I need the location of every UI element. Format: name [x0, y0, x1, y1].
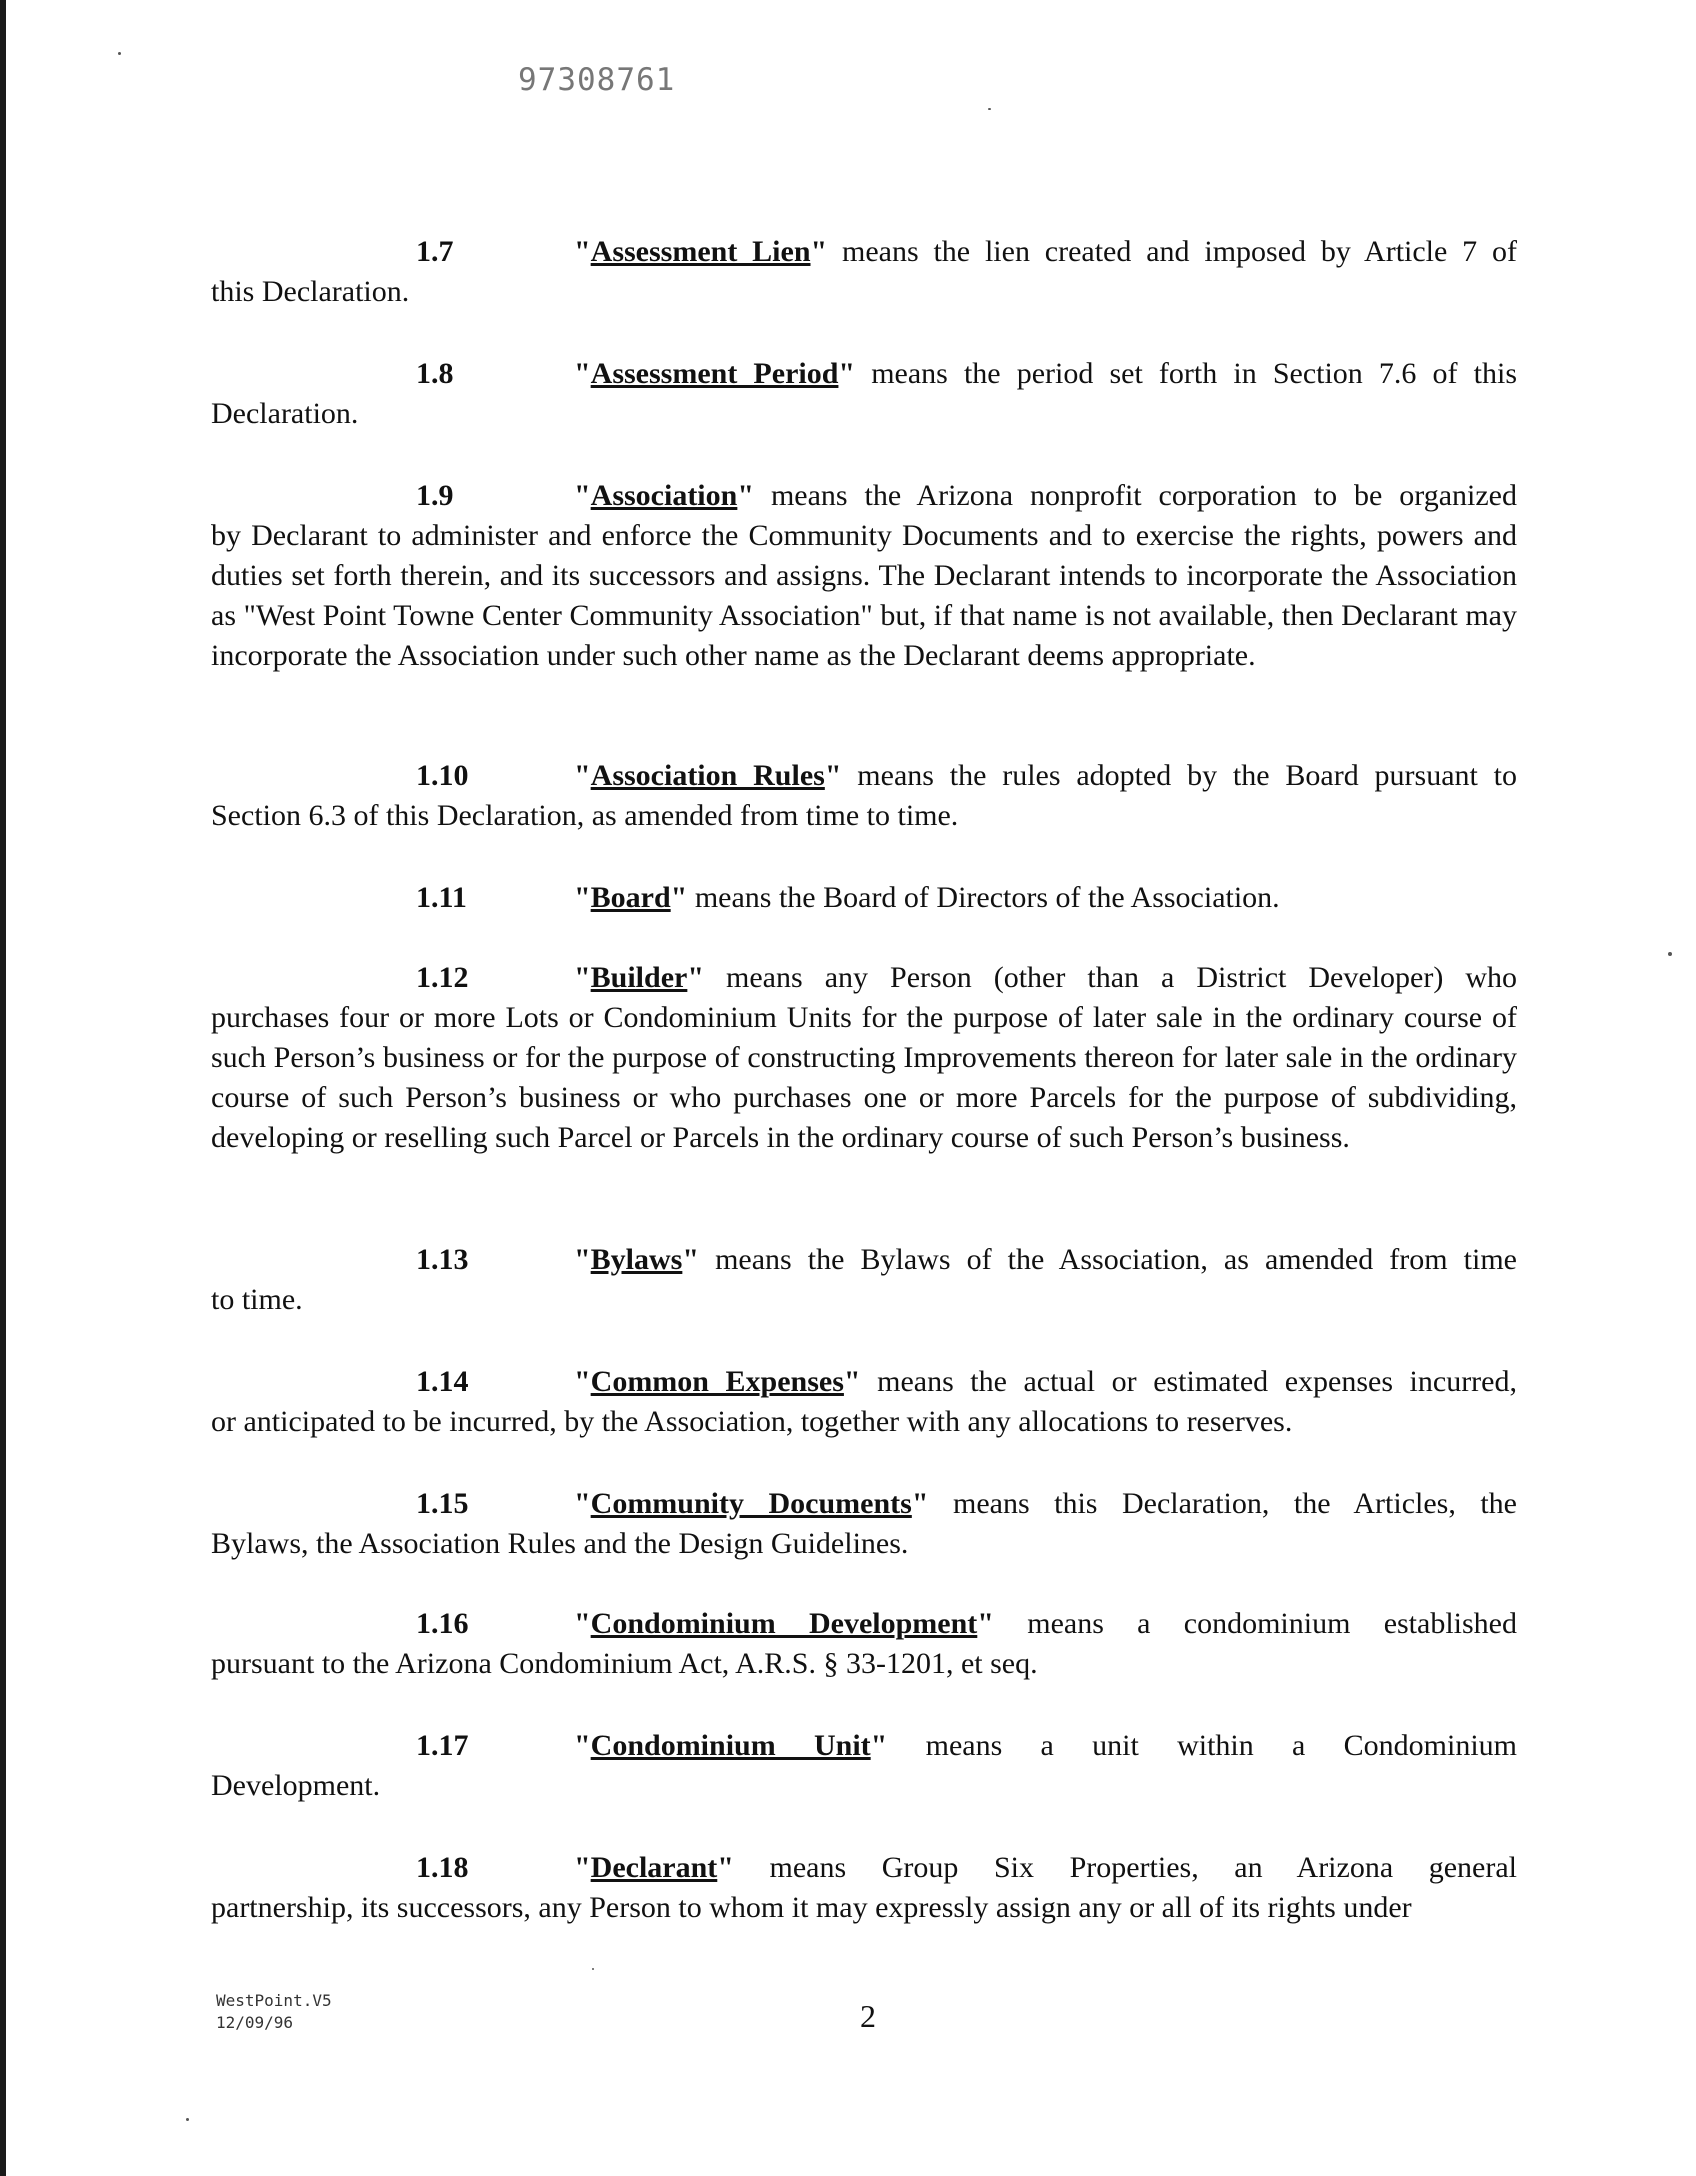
definition-text-continued: partnership, its successors, any Person to whom it may expressly assign any or all of its rights under — [211, 1891, 1412, 1924]
definition-text-continued: pursuant to the Arizona Condominium Act, A.R.S. § 33-1201, et seq. — [211, 1647, 1038, 1680]
definition-first-line — [211, 1362, 1517, 1402]
quote-mark: " — [687, 961, 727, 994]
definition-first-line — [211, 1604, 1517, 1644]
section-number: 1.12 — [416, 961, 469, 994]
quote-mark: " — [574, 1243, 591, 1276]
scan-speck — [592, 1968, 594, 1970]
definition-text-start: means the period set forth in Section 7.6 of this — [871, 357, 1518, 390]
scan-speck — [118, 52, 121, 55]
definition-text-start: means Group Six Properties, an Arizona general — [769, 1851, 1517, 1884]
definition-text-continued: Bylaws, the Association Rules and the Design Guidelines. — [211, 1527, 909, 1560]
footer-file-info — [216, 1990, 332, 2034]
definition-item — [211, 958, 1517, 1158]
quote-mark: " — [574, 235, 591, 268]
definition-item — [211, 232, 1517, 312]
quote-mark: " — [574, 759, 591, 792]
definition-item — [211, 878, 1517, 918]
defined-term: Common Expenses — [590, 1365, 844, 1398]
definition-text-start: means the actual or estimated expenses incurred, — [877, 1365, 1517, 1398]
defined-term: Association — [590, 479, 738, 512]
definition-first-line — [211, 354, 1517, 394]
quote-mark: " — [670, 881, 695, 914]
quote-mark: " — [838, 357, 872, 390]
definition-text-start: means the lien created and imposed by Article 7 of — [842, 235, 1517, 268]
quote-mark: " — [574, 961, 591, 994]
quote-mark: " — [574, 479, 591, 512]
section-number: 1.11 — [416, 881, 467, 914]
defined-term: Association Rules — [590, 759, 825, 792]
definition-first-line — [211, 1484, 1517, 1524]
defined-term: Condominium Development — [590, 1607, 978, 1640]
definition-item — [211, 1240, 1517, 1320]
defined-term: Builder — [590, 961, 688, 994]
scan-edge — [0, 0, 6, 2176]
definition-text-continued: or anticipated to be incurred, by the Association, together with any allocations to reserves. — [211, 1405, 1293, 1438]
defined-term: Condominium Unit — [590, 1729, 871, 1762]
definition-item — [211, 1726, 1517, 1806]
section-number: 1.16 — [416, 1607, 469, 1640]
definition-first-line — [211, 1726, 1517, 1766]
definition-text-start: means the Board of Directors of the Association. — [694, 881, 1280, 914]
definition-item — [211, 1362, 1517, 1442]
definition-item — [211, 476, 1517, 676]
definition-item — [211, 354, 1517, 434]
quote-mark: " — [737, 479, 771, 512]
definition-text-start: means a condominium established — [1027, 1607, 1517, 1640]
quote-mark: " — [682, 1243, 716, 1276]
quote-mark: " — [574, 1851, 591, 1884]
quote-mark: " — [574, 1365, 591, 1398]
scan-speck — [1668, 952, 1672, 956]
quote-mark: " — [810, 235, 842, 268]
definition-text-continued: by Declarant to administer and enforce the Community Documents and to exercise the rights, powers and duties set forth therein, and its successors and assigns. The Declarant intends to incorporate the Association as "West Point Towne Center Community Association" but, if that name is not available, then Declarant may incorporate the Association under such other name as the Declarant deems appropriate. — [211, 519, 1517, 672]
scan-speck — [186, 2118, 189, 2121]
definition-text-continued: Development. — [211, 1769, 381, 1802]
definition-text-continued: purchases four or more Lots or Condominium Units for the purpose of later sale in the ordinary course of such Person’s business or for the purpose of constructing Improvements thereon for later sale in the ordinary course of such Person’s business or who purchases one or more Parcels for the purpose of subdividing, developing or reselling such Parcel or Parcels in the ordinary course of such Person’s business. — [211, 1001, 1517, 1154]
document-number-stamp: 97308761 — [518, 62, 676, 98]
definition-text-start: means the Arizona nonprofit corporation to be organized — [770, 479, 1517, 512]
quote-mark: " — [843, 1365, 878, 1398]
defined-term: Declarant — [590, 1851, 718, 1884]
definition-text-start: means this Declaration, the Articles, the — [952, 1487, 1517, 1520]
definition-first-line — [211, 1848, 1517, 1888]
definition-text-start: means the rules adopted by the Board pursuant to — [857, 759, 1517, 792]
defined-term: Board — [590, 881, 671, 914]
footer-filename: WestPoint.V5 — [216, 1991, 332, 2010]
section-number: 1.13 — [416, 1243, 469, 1276]
definition-first-line — [211, 756, 1517, 796]
section-number: 1.18 — [416, 1851, 469, 1884]
definition-first-line — [211, 958, 1517, 998]
scan-speck — [988, 108, 991, 110]
section-number: 1.9 — [416, 479, 454, 512]
defined-term: Community Documents — [590, 1487, 912, 1520]
definition-item — [211, 1848, 1517, 1928]
page-number: 2 — [860, 1998, 876, 2034]
quote-mark: " — [977, 1607, 1028, 1640]
quote-mark: " — [911, 1487, 953, 1520]
section-number: 1.7 — [416, 235, 454, 268]
quote-mark: " — [574, 1607, 591, 1640]
definition-text-continued: Declaration. — [211, 397, 359, 430]
section-number: 1.10 — [416, 759, 469, 792]
quote-mark: " — [574, 881, 591, 914]
section-number: 1.15 — [416, 1487, 469, 1520]
definition-first-line — [211, 878, 1517, 918]
definition-first-line — [211, 476, 1517, 516]
definition-first-line — [211, 1240, 1517, 1280]
section-number: 1.8 — [416, 357, 454, 390]
section-number: 1.17 — [416, 1729, 469, 1762]
definition-text-continued: Section 6.3 of this Declaration, as amended from time to time. — [211, 799, 959, 832]
definition-item — [211, 1484, 1517, 1564]
definition-text-start: means the Bylaws of the Association, as amended from time — [715, 1243, 1518, 1276]
defined-term: Assessment Period — [590, 357, 839, 390]
definition-text-start: means a unit within a Condominium — [925, 1729, 1518, 1762]
definition-item — [211, 1604, 1517, 1684]
quote-mark: " — [574, 357, 591, 390]
quote-mark: " — [870, 1729, 926, 1762]
definition-item — [211, 756, 1517, 836]
definition-text-continued: this Declaration. — [211, 275, 410, 308]
definition-first-line — [211, 232, 1517, 272]
quote-mark: " — [574, 1729, 591, 1762]
defined-term: Bylaws — [590, 1243, 683, 1276]
defined-term: Assessment Lien — [590, 235, 811, 268]
quote-mark: " — [717, 1851, 770, 1884]
section-number: 1.14 — [416, 1365, 469, 1398]
footer-date: 12/09/96 — [216, 2013, 294, 2032]
quote-mark: " — [824, 759, 858, 792]
quote-mark: " — [574, 1487, 591, 1520]
definition-text-start: means any Person (other than a District Developer) who — [726, 961, 1518, 994]
definition-text-continued: to time. — [211, 1283, 303, 1316]
